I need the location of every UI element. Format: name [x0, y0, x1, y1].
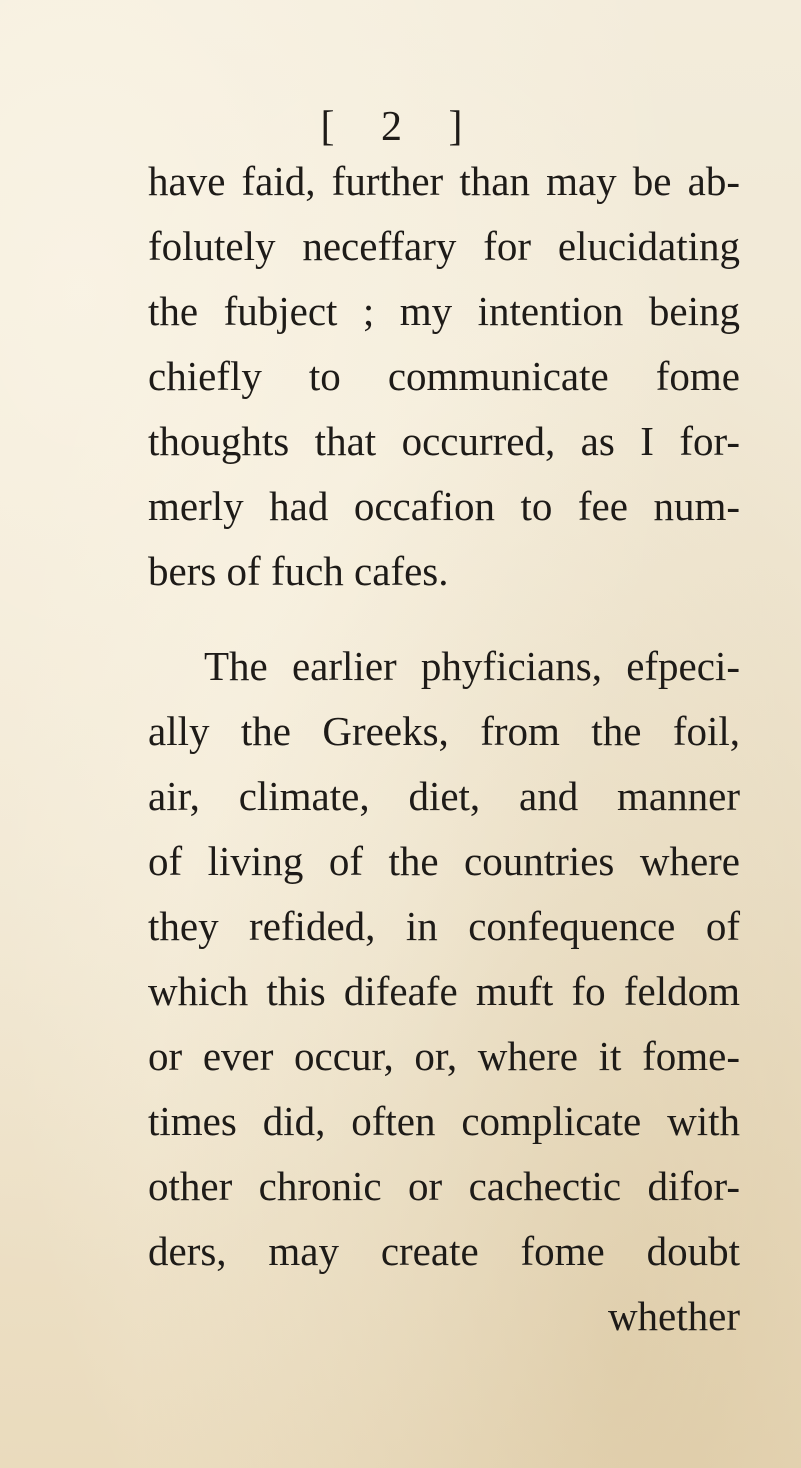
page-number: [ 2 ]: [320, 104, 481, 150]
text-line: merly had occafion to fee num-: [148, 483, 740, 529]
text-line: folutely neceffary for elucidating: [148, 223, 740, 269]
text-line: times did, often complicate with: [148, 1098, 740, 1144]
text-line: The earlier phyficians, efpeci-: [204, 643, 740, 689]
text-line: air, climate, diet, and manner: [148, 773, 740, 819]
text-line: other chronic or cachectic difor-: [148, 1163, 740, 1209]
text-line: they refided, in confequence of: [148, 903, 740, 949]
text-line: bers of fuch cafes.: [148, 548, 449, 594]
text-line: chiefly to communicate fome: [148, 353, 740, 399]
paragraph-2: [148, 634, 740, 1349]
text-line: the fubject ; my intention being: [148, 288, 740, 334]
paragraph-1: [148, 149, 740, 604]
text-line: thoughts that occurred, as I for-: [148, 418, 740, 464]
text-line: of living of the countries where: [148, 838, 740, 884]
catchword: whether: [607, 1293, 740, 1339]
text-line: which this difeafe muft fo feldom: [148, 968, 740, 1014]
text-line: have faid, further than may be ab-: [148, 158, 740, 204]
text-line: or ever occur, or, where it fome-: [148, 1033, 740, 1079]
text-line: ally the Greeks, from the foil,: [148, 708, 740, 754]
text-line: ders, may create fome doubt: [148, 1228, 740, 1274]
